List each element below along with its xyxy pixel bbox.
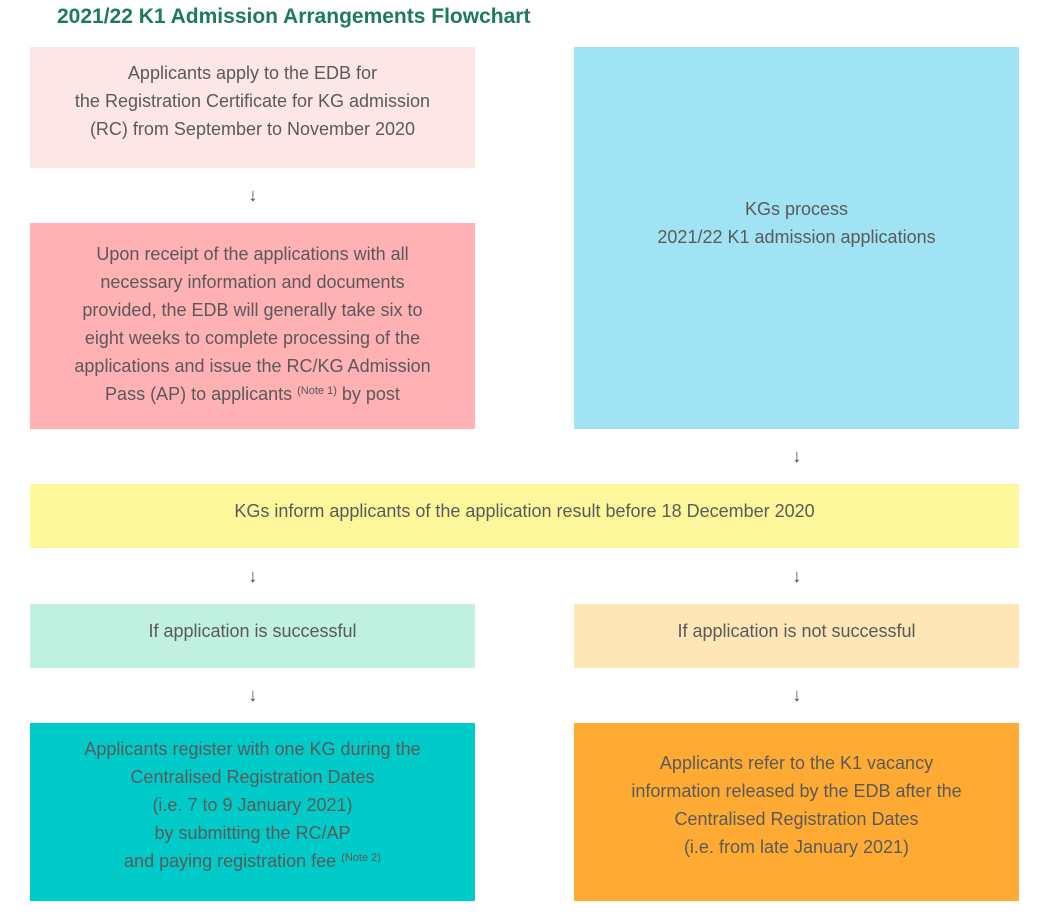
register-kg-text — [84, 735, 420, 875]
edb-processing-line: applications and issue the RC/KG Admission — [74, 356, 431, 376]
edb-processing-line: provided, the EDB will generally take six to — [82, 300, 423, 320]
apply-rc-text — [75, 59, 430, 143]
note-2-reference: (Note 2) — [341, 852, 381, 864]
apply-rc-box — [30, 47, 475, 168]
register-kg-line: (i.e. 7 to 9 January 2021) — [152, 795, 353, 815]
inform-result-box — [30, 484, 1019, 548]
edb-processing-line — [74, 380, 430, 408]
note-1-reference: (Note 1) — [297, 385, 337, 397]
vacancy-info-line: Applicants refer to the K1 vacancy — [659, 753, 934, 773]
vacancy-info-box — [574, 723, 1019, 901]
vacancy-info-line: Centralised Registration Dates — [674, 809, 919, 829]
successful-text: If application is successful — [148, 621, 357, 641]
register-kg-line: Centralised Registration Dates — [130, 767, 375, 787]
down-arrow-icon: ↓ — [248, 566, 258, 586]
not-successful-text: If application is not successful — [677, 621, 916, 641]
kg-process-line: 2021/22 K1 admission applications — [657, 227, 936, 247]
edb-processing-box — [30, 223, 475, 429]
down-arrow-icon: ↓ — [792, 566, 802, 586]
edb-processing-line: necessary information and documents — [100, 272, 405, 292]
register-kg-line-start: and paying registration fee — [124, 851, 342, 871]
not-successful-box — [574, 604, 1019, 668]
inform-result-text: KGs inform applicants of the application result before 18 December 2020 — [234, 501, 815, 521]
down-arrow-icon: ↓ — [792, 685, 802, 705]
register-kg-line: Applicants register with one KG during the — [84, 739, 421, 759]
kg-process-text — [657, 195, 935, 251]
down-arrow-icon: ↓ — [248, 185, 258, 205]
apply-rc-line: the Registration Certificate for KG admission — [74, 91, 431, 111]
edb-processing-line-start: Pass (AP) to applicants — [105, 384, 298, 404]
down-arrow-icon: ↓ — [248, 685, 258, 705]
vacancy-info-line: (i.e. from late January 2021) — [683, 837, 910, 857]
vacancy-info-text — [631, 749, 961, 861]
successful-box — [30, 604, 475, 668]
edb-processing-line: eight weeks to complete processing of the — [84, 328, 421, 348]
kg-process-line: KGs process — [744, 199, 849, 219]
flowchart-title: 2021/22 K1 Admission Arrangements Flowchart — [57, 5, 531, 28]
register-kg-line — [84, 847, 420, 875]
edb-processing-line: Upon receipt of the applications with all — [96, 244, 409, 264]
apply-rc-line: (RC) from September to November 2020 — [89, 119, 416, 139]
register-kg-line: by submitting the RC/AP — [154, 823, 351, 843]
kg-process-box — [574, 47, 1019, 429]
register-kg-box — [30, 723, 475, 901]
apply-rc-line: Applicants apply to the EDB for — [127, 63, 378, 83]
edb-processing-line-end: by post — [336, 384, 400, 404]
vacancy-info-line: information released by the EDB after the — [631, 781, 962, 801]
edb-processing-text — [74, 240, 430, 408]
down-arrow-icon: ↓ — [792, 446, 802, 466]
